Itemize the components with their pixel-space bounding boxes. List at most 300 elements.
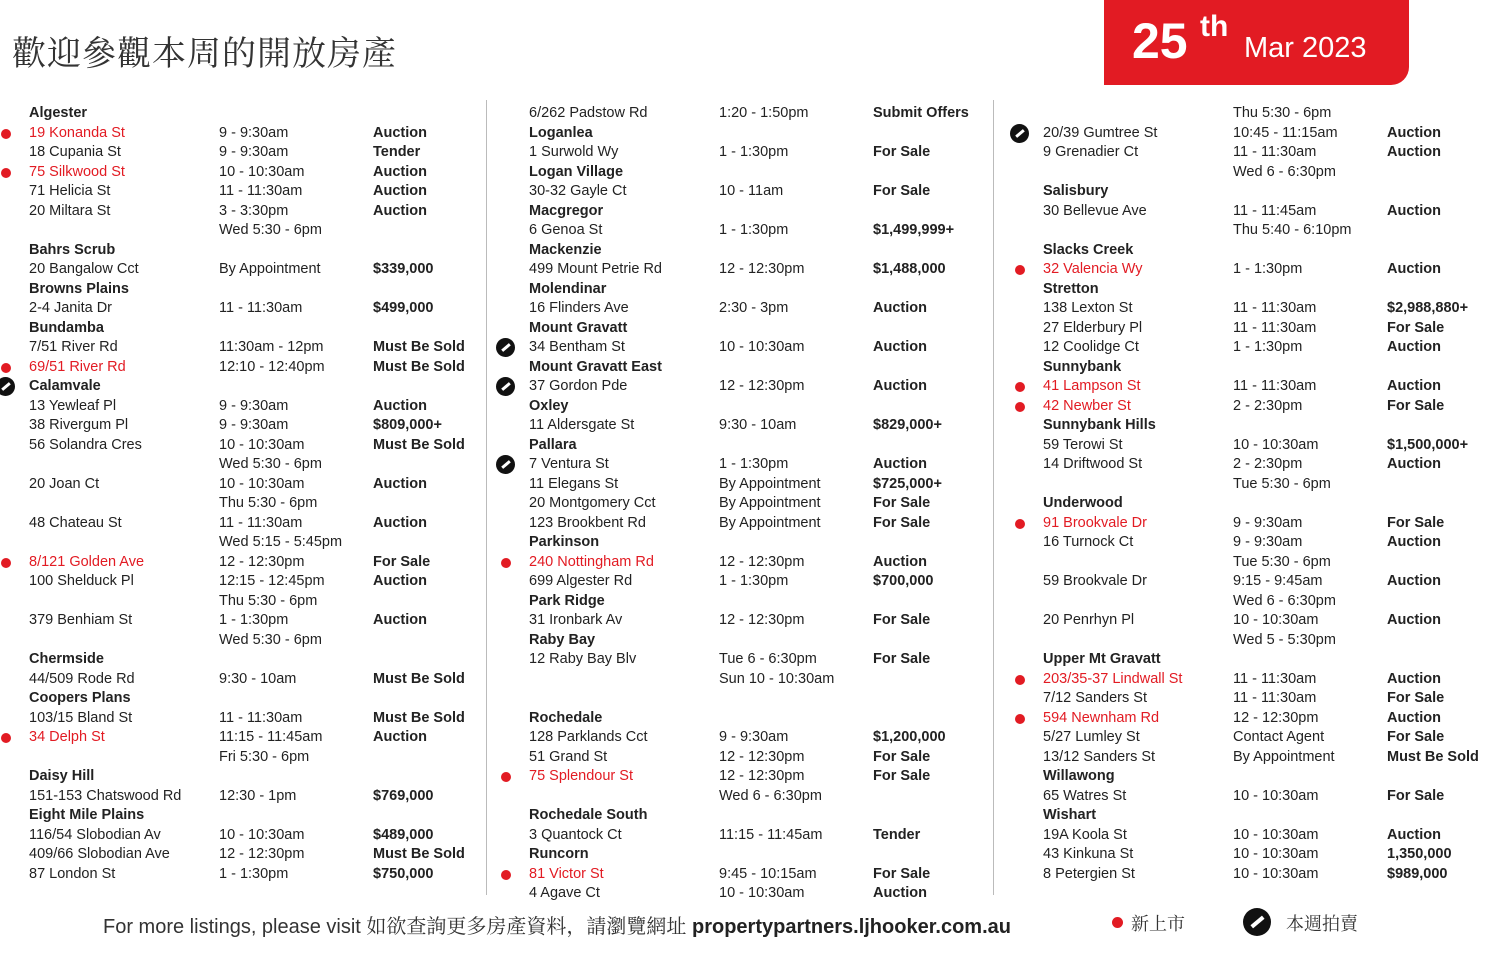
- listing-row: [29, 845, 469, 865]
- listing-address: 4 Agave Ct: [529, 885, 600, 901]
- suburb-name: Macgregor: [529, 202, 604, 219]
- listing-address: 19A Koola St: [1043, 826, 1127, 843]
- listing-row: [1043, 299, 1483, 319]
- listing-row: [529, 884, 979, 904]
- suburb-heading: [29, 319, 469, 339]
- suburb-heading: [29, 241, 469, 261]
- suburb-heading: [529, 592, 979, 612]
- footer: [103, 910, 1011, 939]
- listing-address: 8 Petergien St: [1043, 865, 1135, 882]
- listing-time: 11:15 - 11:45am: [719, 826, 823, 843]
- suburb-name: Coopers Plans: [29, 690, 131, 706]
- suburb-name: Pallara: [529, 436, 577, 453]
- suburb-heading: [529, 319, 979, 339]
- listing-time: 10 - 10:30am: [219, 826, 305, 843]
- listing-time: 11 - 11:30am: [1233, 319, 1317, 336]
- page-title: 歡迎參觀本周的開放房產: [12, 34, 397, 74]
- listing-time: 10 - 10:30am: [719, 339, 805, 355]
- suburb-name: Rochedale South: [529, 807, 648, 823]
- suburb-heading: [29, 104, 469, 124]
- listing-status: Must Be Sold: [373, 846, 465, 862]
- listing-row: [1043, 845, 1483, 865]
- listing-time: Wed 6 - 6:30pm: [1233, 163, 1336, 180]
- listing-status: Auction: [1387, 202, 1441, 219]
- listing-row: [529, 572, 979, 592]
- listing-status: Auction: [1387, 534, 1441, 550]
- listing-row: [1043, 865, 1483, 885]
- listing-row: [29, 670, 469, 690]
- listing-address: 19 Konanda St: [29, 124, 125, 141]
- listing-address: 12 Coolidge Ct: [1043, 339, 1139, 355]
- listing-time: Wed 5:30 - 6pm: [219, 631, 322, 648]
- listing-time: Tue 5:30 - 6pm: [1233, 475, 1331, 492]
- listing-row: [1043, 748, 1483, 768]
- listing-time: 11 - 11:30am: [1233, 144, 1317, 160]
- listing-time: By Appointment: [719, 475, 821, 492]
- listing-status: $1,488,000: [873, 261, 946, 277]
- listing-time: 11:30am - 12pm: [219, 339, 324, 355]
- listing-status: $1,200,000: [873, 729, 946, 745]
- listing-row: [1043, 572, 1483, 592]
- new-listing-dot-icon: [1, 129, 11, 139]
- listing-address: 8/121 Golden Ave: [29, 553, 145, 570]
- listing-time: 1 - 1:30pm: [719, 456, 789, 472]
- suburb-heading: [1043, 494, 1483, 514]
- listing-row: [529, 377, 979, 397]
- listing-row: [1043, 319, 1483, 339]
- listing-time: Thu 5:30 - 6pm: [219, 495, 318, 511]
- listing-row: [529, 182, 979, 202]
- new-listing-dot-icon: [1015, 519, 1025, 529]
- listing-time: 12 - 12:30pm: [1233, 709, 1319, 726]
- listing-row: [29, 533, 469, 553]
- suburb-name: Algester: [29, 105, 88, 121]
- listing-status: Auction: [873, 300, 927, 316]
- listing-time: 9:45 - 10:15am: [719, 865, 817, 882]
- listing-row: [529, 455, 979, 475]
- legend-auction-label: 本週拍賣: [1286, 914, 1358, 934]
- listing-address: 6/262 Padstow Rd: [529, 105, 648, 121]
- listing-address: 27 Elderbury Pl: [1043, 319, 1143, 336]
- listing-status: $829,000+: [873, 417, 942, 433]
- suburb-heading: [1043, 416, 1483, 436]
- listing-row: [529, 338, 979, 358]
- suburb-heading: [529, 709, 979, 729]
- suburb-heading: [1043, 280, 1483, 300]
- listing-status: For Sale: [873, 183, 931, 199]
- suburb-heading: [529, 241, 979, 261]
- suburb-heading: [1043, 358, 1483, 378]
- auction-gavel-icon: [1243, 908, 1271, 936]
- listing-status: For Sale: [873, 748, 931, 765]
- listing-time: Wed 6 - 6:30pm: [1233, 592, 1336, 609]
- listing-address: 20/39 Gumtree St: [1043, 124, 1158, 141]
- listing-row: [529, 650, 979, 670]
- new-listing-dot-icon: [501, 870, 511, 880]
- suburb-name: Sunnybank Hills: [1043, 417, 1156, 433]
- listing-address: 16 Turnock Ct: [1043, 534, 1134, 550]
- listing-row: [29, 416, 469, 436]
- listing-row: [529, 299, 979, 319]
- suburb-name: Rochedale: [529, 709, 603, 726]
- suburb-name: Calamvale: [29, 378, 101, 394]
- listing-time: 11:15 - 11:45am: [219, 729, 323, 745]
- listing-time: 12 - 12:30pm: [719, 553, 805, 570]
- listing-status: For Sale: [1387, 319, 1445, 336]
- listing-time: 9 - 9:30am: [719, 729, 789, 745]
- listing-address: 81 Victor St: [529, 865, 604, 882]
- listing-status: $1,500,000+: [1387, 436, 1469, 453]
- listing-time: 1 - 1:30pm: [719, 573, 789, 589]
- listing-row: [29, 592, 469, 612]
- listing-time: Thu 5:30 - 6pm: [219, 592, 318, 609]
- listing-row: [29, 709, 469, 729]
- listing-time: 10 - 11am: [719, 183, 784, 199]
- suburb-name: Park Ridge: [529, 592, 605, 609]
- listing-status: Auction: [1387, 826, 1441, 843]
- listing-row: [529, 787, 979, 807]
- listing-time: 10 - 10:30am: [1233, 865, 1319, 882]
- suburb-name: Parkinson: [529, 534, 600, 550]
- listing-status: Tender: [373, 144, 421, 160]
- listing-row: [29, 572, 469, 592]
- suburb-heading: [529, 533, 979, 553]
- listing-row: [1043, 221, 1483, 241]
- listing-time: 1 - 1:30pm: [219, 865, 289, 882]
- suburb-name: Bahrs Scrub: [29, 241, 116, 258]
- listing-status: Auction: [373, 397, 427, 414]
- suburb-heading: [1043, 650, 1483, 670]
- listing-time: 10 - 10:30am: [1233, 612, 1319, 628]
- listing-row: [29, 397, 469, 417]
- listing-status: Auction: [1387, 144, 1441, 160]
- listing-time: 11 - 11:30am: [219, 183, 303, 199]
- new-listing-dot-icon: [501, 772, 511, 782]
- listing-time: Wed 6 - 6:30pm: [719, 787, 822, 804]
- listing-time: 9:30 - 10am: [219, 670, 297, 687]
- suburb-name: Willawong: [1043, 768, 1115, 784]
- suburb-name: Daisy Hill: [29, 768, 95, 784]
- listing-address: 7 Ventura St: [529, 456, 609, 472]
- suburb-heading: [29, 377, 469, 397]
- listing-row: [1043, 533, 1483, 553]
- listing-address: 9 Grenadier Ct: [1043, 144, 1139, 160]
- listing-row: [529, 670, 979, 690]
- suburb-heading: [29, 689, 469, 709]
- listing-status: Auction: [1387, 456, 1441, 472]
- listing-address: 6 Genoa St: [529, 222, 603, 238]
- listing-address: 499 Mount Petrie Rd: [529, 261, 662, 277]
- listing-status: Auction: [1387, 573, 1441, 589]
- listing-address: 7/51 River Rd: [29, 339, 118, 355]
- listing-time: 9 - 9:30am: [1233, 514, 1303, 531]
- suburb-name: Upper Mt Gravatt: [1043, 651, 1161, 667]
- listing-address: 3 Quantock Ct: [529, 826, 622, 843]
- listing-status: $499,000: [373, 300, 434, 316]
- listing-address: 87 London St: [29, 865, 116, 882]
- suburb-name: Salisbury: [1043, 183, 1109, 199]
- listing-time: 1 - 1:30pm: [1233, 339, 1303, 355]
- listing-time: 1 - 1:30pm: [1233, 261, 1303, 277]
- listing-status: Tender: [873, 826, 921, 843]
- listing-address: 30 Bellevue Ave: [1043, 202, 1147, 219]
- listing-time: 9:15 - 9:45am: [1233, 573, 1323, 589]
- new-listing-dot-icon: [1, 363, 11, 373]
- listing-status: Auction: [373, 573, 427, 589]
- listing-address: 69/51 River Rd: [29, 358, 126, 375]
- listing-status: Auction: [1387, 612, 1441, 628]
- auction-gavel-icon: [496, 338, 515, 357]
- listing-address: 128 Parklands Cct: [529, 729, 648, 745]
- listing-time: 10 - 10:30am: [219, 163, 305, 180]
- listing-address: 379 Benhiam St: [29, 612, 133, 628]
- listing-time: 9 - 9:30am: [219, 144, 289, 160]
- listing-status: Auction: [1387, 261, 1441, 277]
- suburb-heading: [529, 845, 979, 865]
- listing-row: [1043, 260, 1483, 280]
- listing-row: [1043, 436, 1483, 456]
- suburb-heading: [29, 767, 469, 787]
- listing-address: 1 Surwold Wy: [529, 144, 619, 160]
- listing-status: Auction: [873, 885, 927, 901]
- auction-gavel-icon: [1010, 124, 1029, 143]
- listing-time: 12 - 12:30pm: [719, 378, 805, 394]
- listing-address: 699 Algester Rd: [529, 573, 633, 589]
- listing-row: [29, 182, 469, 202]
- listing-row: [29, 826, 469, 846]
- listing-status: $700,000: [873, 573, 934, 589]
- listing-row: [29, 865, 469, 885]
- listing-time: 11 - 11:30am: [1233, 378, 1317, 394]
- listing-status: Auction: [1387, 709, 1441, 726]
- suburb-heading: [1043, 182, 1483, 202]
- listing-address: 123 Brookbent Rd: [529, 514, 646, 531]
- listing-address: 34 Delph St: [29, 729, 105, 745]
- listing-time: 12 - 12:30pm: [719, 748, 805, 765]
- listing-row: [1043, 475, 1483, 495]
- listing-time: 1 - 1:30pm: [719, 222, 789, 238]
- listing-status: Must Be Sold: [1387, 748, 1479, 765]
- auction-gavel-icon: [0, 377, 15, 396]
- listing-address: 203/35-37 Lindwall St: [1043, 670, 1183, 687]
- suburb-name: Wishart: [1043, 807, 1097, 823]
- listing-row: [1043, 514, 1483, 534]
- listing-address: 44/509 Rode Rd: [29, 670, 135, 687]
- listing-address: 30-32 Gayle Ct: [529, 183, 627, 199]
- spacer-row: [529, 689, 979, 709]
- legend-new-label: 新上市: [1131, 914, 1185, 934]
- suburb-name: Chermside: [29, 651, 104, 667]
- listing-time: Wed 5:30 - 6pm: [219, 456, 322, 472]
- listing-address: 59 Terowi St: [1043, 436, 1123, 453]
- listing-address: 409/66 Slobodian Ave: [29, 846, 170, 862]
- listing-row: [29, 475, 469, 495]
- suburb-heading: [529, 202, 979, 222]
- listing-row: [29, 728, 469, 748]
- listing-status: Auction: [373, 202, 427, 219]
- listing-status: $750,000: [373, 865, 434, 882]
- listing-status: For Sale: [1387, 787, 1445, 804]
- listing-status: For Sale: [1387, 514, 1445, 531]
- suburb-name: Loganlea: [529, 124, 593, 141]
- listing-time: Fri 5:30 - 6pm: [219, 748, 310, 765]
- date-day: 25: [1132, 13, 1188, 69]
- listing-row: [1043, 455, 1483, 475]
- listing-status: Auction: [373, 124, 427, 141]
- listing-status: For Sale: [1387, 729, 1445, 745]
- listing-address: 18 Cupania St: [29, 144, 121, 160]
- listing-address: 42 Newber St: [1043, 397, 1131, 414]
- listing-status: For Sale: [873, 144, 931, 160]
- listing-status: $2,988,880+: [1387, 300, 1469, 316]
- suburb-name: Slacks Creek: [1043, 241, 1134, 258]
- date-month-year: Mar 2023: [1244, 32, 1367, 64]
- listing-address: 20 Miltara St: [29, 202, 111, 219]
- listing-time: 12 - 12:30pm: [219, 846, 305, 862]
- listing-row: [1043, 143, 1483, 163]
- listing-time: 12:10 - 12:40pm: [219, 358, 325, 375]
- listing-address: 56 Solandra Cres: [29, 436, 142, 453]
- listing-row: [1043, 592, 1483, 612]
- listing-time: 2:30 - 3pm: [719, 300, 789, 316]
- listing-row: [29, 221, 469, 241]
- listing-address: 48 Chateau St: [29, 514, 122, 531]
- listing-time: Contact Agent: [1233, 729, 1325, 745]
- listing-status: Auction: [373, 514, 427, 531]
- listing-status: Must Be Sold: [373, 339, 465, 355]
- listing-status: Auction: [373, 163, 427, 180]
- suburb-name: Raby Bay: [529, 631, 596, 648]
- listing-address: 14 Driftwood St: [1043, 456, 1143, 472]
- suburb-heading: [529, 124, 979, 144]
- listing-time: 10 - 10:30am: [219, 436, 305, 453]
- suburb-heading: [529, 280, 979, 300]
- listing-address: 37 Gordon Pde: [529, 378, 628, 394]
- listing-address: 20 Bangalow Cct: [29, 261, 139, 277]
- listing-address: 43 Kinkuna St: [1043, 846, 1134, 862]
- listing-address: 594 Newnham Rd: [1043, 709, 1160, 726]
- suburb-name: Sunnybank: [1043, 358, 1122, 375]
- listing-row: [529, 611, 979, 631]
- listing-address: 11 Elegans St: [529, 475, 619, 492]
- new-listing-dot-icon: [1, 733, 11, 743]
- listing-time: 10 - 10:30am: [219, 475, 305, 492]
- suburb-heading: [1043, 767, 1483, 787]
- new-listing-dot-icon: [1112, 917, 1123, 928]
- new-listing-dot-icon: [1015, 402, 1025, 412]
- listing-time: By Appointment: [719, 514, 821, 531]
- listing-row: [29, 260, 469, 280]
- listing-address: 103/15 Bland St: [29, 709, 133, 726]
- listing-time: 9 - 9:30am: [219, 417, 289, 433]
- new-listing-dot-icon: [1015, 265, 1025, 275]
- listing-address: 31 Ironbark Av: [529, 612, 623, 628]
- listing-status: For Sale: [1387, 397, 1445, 414]
- listing-time: 11 - 11:30am: [1233, 670, 1317, 687]
- listing-row: [529, 748, 979, 768]
- listing-time: 2 - 2:30pm: [1233, 456, 1303, 472]
- listing-status: Auction: [1387, 339, 1441, 355]
- listing-row: [1043, 611, 1483, 631]
- listing-address: 59 Brookvale Dr: [1043, 573, 1147, 589]
- listing-time: Tue 6 - 6:30pm: [719, 651, 817, 667]
- listing-time: 12 - 12:30pm: [719, 612, 805, 628]
- listing-row: [529, 826, 979, 846]
- listing-row: [29, 338, 469, 358]
- suburb-name: Underwood: [1043, 495, 1123, 511]
- date-badge: [1104, 0, 1409, 85]
- listing-time: 9 - 9:30am: [1233, 534, 1303, 550]
- listing-row: [1043, 689, 1483, 709]
- listing-time: By Appointment: [1233, 748, 1335, 765]
- auction-gavel-icon: [496, 455, 515, 474]
- footer-url[interactable]: propertypartners.ljhooker.com.au: [691, 916, 1011, 938]
- listing-time: 2 - 2:30pm: [1233, 397, 1303, 414]
- listing-status: For Sale: [873, 651, 931, 667]
- new-listing-dot-icon: [1015, 675, 1025, 685]
- listing-address: 20 Penrhyn Pl: [1043, 612, 1135, 628]
- listing-status: Submit Offers: [873, 105, 969, 121]
- listing-row: [1043, 787, 1483, 807]
- listing-time: 10 - 10:30am: [1233, 436, 1319, 453]
- listing-address: 38 Rivergum Pl: [29, 417, 129, 433]
- suburb-heading: [29, 650, 469, 670]
- listing-address: 13/12 Sanders St: [1043, 748, 1156, 765]
- listing-time: Thu 5:30 - 6pm: [1233, 105, 1332, 121]
- suburb-name: Oxley: [529, 397, 569, 414]
- listing-row: [29, 143, 469, 163]
- listing-address: 151-153 Chatswood Rd: [29, 787, 182, 804]
- listing-address: 240 Nottingham Rd: [529, 553, 654, 570]
- listing-address: 51 Grand St: [529, 748, 608, 765]
- listing-row: [29, 611, 469, 631]
- suburb-heading: [529, 631, 979, 651]
- column-divider: [993, 100, 994, 895]
- listing-time: 11 - 11:30am: [219, 709, 303, 726]
- listing-row: [529, 143, 979, 163]
- suburb-heading: [29, 806, 469, 826]
- listing-status: For Sale: [873, 514, 931, 531]
- listing-address: 100 Shelduck Pl: [29, 573, 134, 589]
- listing-row: [29, 436, 469, 456]
- new-listing-dot-icon: [1015, 714, 1025, 724]
- listing-row: [1043, 670, 1483, 690]
- listing-address: 116/54 Slobodian Av: [29, 826, 161, 843]
- listing-time: 9 - 9:30am: [219, 124, 289, 141]
- listing-row: [29, 787, 469, 807]
- listing-row: [29, 748, 469, 768]
- listing-time: 9 - 9:30am: [219, 397, 289, 414]
- suburb-name: Mount Gravatt East: [529, 358, 662, 375]
- listing-row: [29, 358, 469, 378]
- listing-status: For Sale: [373, 553, 431, 570]
- listing-row: [29, 553, 469, 573]
- listing-status: For Sale: [873, 612, 931, 628]
- listing-status: Must Be Sold: [373, 670, 465, 687]
- listing-row: [529, 475, 979, 495]
- listing-status: Auction: [1387, 670, 1441, 687]
- listing-address: 41 Lampson St: [1043, 378, 1141, 394]
- listing-address: 13 Yewleaf Pl: [29, 397, 117, 414]
- suburb-name: Stretton: [1043, 280, 1099, 297]
- date-suffix: th: [1200, 10, 1229, 43]
- column-divider: [486, 100, 487, 895]
- listing-status: Auction: [873, 456, 927, 472]
- listing-row: [1043, 709, 1483, 729]
- suburb-name: Logan Village: [529, 163, 624, 180]
- listing-row: [1043, 124, 1483, 144]
- suburb-heading: [529, 397, 979, 417]
